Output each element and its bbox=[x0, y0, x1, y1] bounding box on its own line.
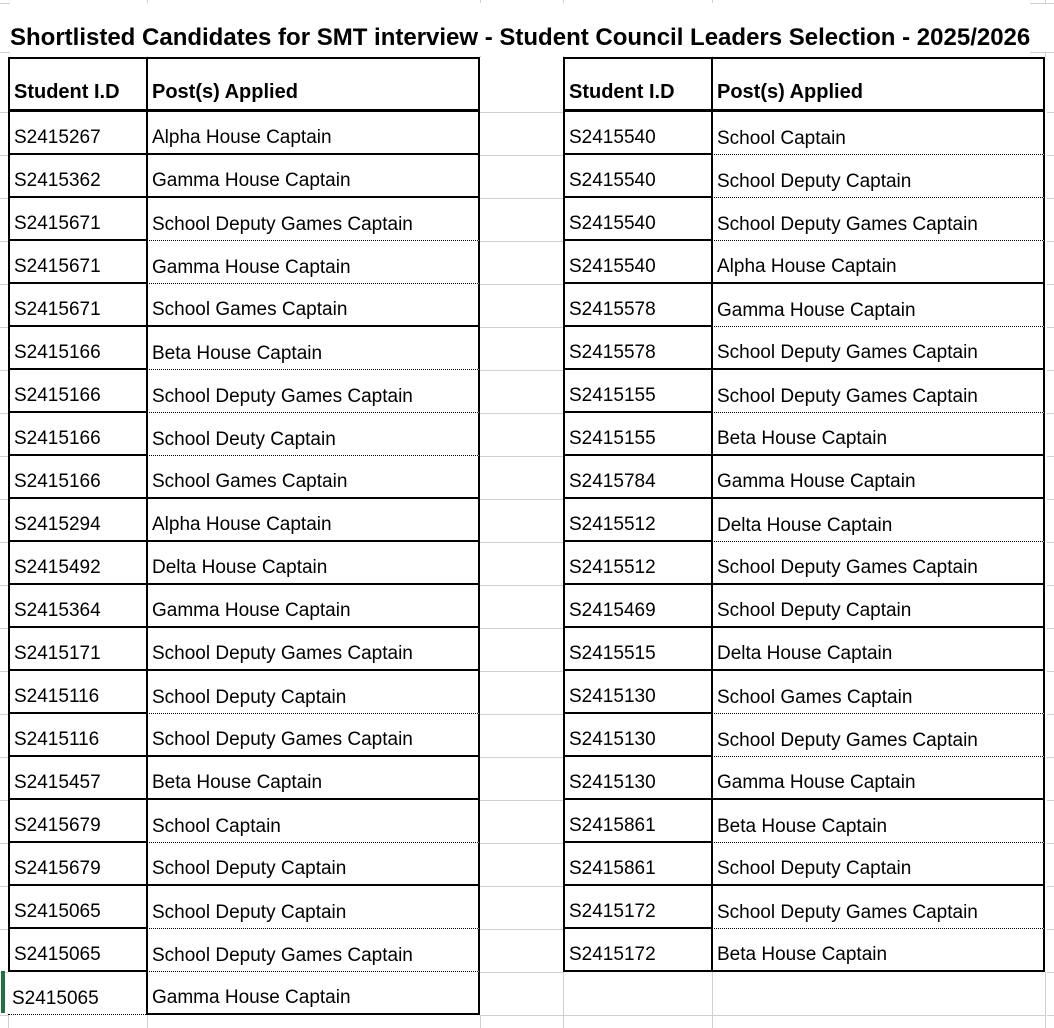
gridline bbox=[480, 714, 563, 715]
student-id-cell[interactable]: S2415512 bbox=[563, 499, 711, 542]
gridline bbox=[1047, 456, 1054, 457]
column-header-post[interactable]: Post(s) Applied bbox=[711, 59, 1045, 112]
gridline bbox=[480, 628, 563, 629]
post-cell[interactable]: Delta House Captain bbox=[146, 542, 480, 585]
table-row bbox=[563, 886, 1045, 929]
gridline bbox=[1047, 155, 1054, 156]
gridline bbox=[563, 1015, 1045, 1016]
post-cell[interactable]: Beta House Captain bbox=[146, 327, 480, 370]
post-cell[interactable]: School Deputy Games Captain bbox=[146, 628, 480, 671]
header-row bbox=[8, 57, 480, 112]
table-row bbox=[563, 155, 1045, 198]
student-id-cell[interactable]: S2415578 bbox=[563, 327, 711, 370]
gridline bbox=[480, 929, 563, 930]
post-cell[interactable]: Gamma House Captain bbox=[146, 155, 480, 198]
student-id-cell[interactable]: S2415671 bbox=[8, 241, 146, 284]
gridline bbox=[1047, 628, 1054, 629]
table-row bbox=[8, 155, 480, 198]
post-cell[interactable]: Beta House Captain bbox=[146, 757, 480, 800]
student-id-cell[interactable]: S2415540 bbox=[563, 112, 711, 155]
table-row bbox=[563, 671, 1045, 714]
post-cell[interactable]: School Deuty Captain bbox=[146, 413, 480, 456]
gridline bbox=[563, 972, 564, 1028]
post-cell[interactable]: School Deputy Captain bbox=[711, 843, 1045, 886]
gridline bbox=[0, 671, 8, 672]
student-id-cell[interactable]: S2415578 bbox=[563, 284, 711, 327]
gridline bbox=[1047, 714, 1054, 715]
post-cell[interactable]: School Games Captain bbox=[146, 456, 480, 499]
student-id-cell[interactable]: S2415065 bbox=[8, 972, 146, 1015]
student-id-cell[interactable]: S2415172 bbox=[563, 929, 711, 972]
post-cell[interactable]: Gamma House Captain bbox=[711, 284, 1045, 327]
gridline bbox=[480, 542, 563, 543]
gridline bbox=[1047, 499, 1054, 500]
table-row bbox=[563, 628, 1045, 671]
gridline bbox=[1045, 52, 1046, 57]
selection-indicator bbox=[1, 971, 5, 1013]
table-row bbox=[8, 972, 480, 1015]
post-cell[interactable]: Gamma House Captain bbox=[146, 585, 480, 628]
student-id-cell[interactable]: S2415671 bbox=[8, 284, 146, 327]
gridline bbox=[0, 929, 8, 930]
post-cell[interactable]: School Deputy Games Captain bbox=[146, 714, 480, 757]
gridline bbox=[1047, 886, 1054, 887]
gridline bbox=[1047, 413, 1054, 414]
gridline bbox=[0, 542, 8, 543]
post-cell[interactable]: School Deputy Games Captain bbox=[711, 714, 1045, 757]
student-id-cell[interactable]: S2415540 bbox=[563, 198, 711, 241]
gridline bbox=[480, 1015, 481, 1028]
student-id-cell[interactable]: S2415861 bbox=[563, 800, 711, 843]
gridline bbox=[480, 112, 563, 113]
student-id-cell[interactable]: S2415166 bbox=[8, 413, 146, 456]
table-row bbox=[563, 757, 1045, 800]
table-row bbox=[563, 112, 1045, 155]
table-row bbox=[563, 843, 1045, 886]
table-row bbox=[8, 112, 480, 155]
gridline bbox=[480, 671, 563, 672]
gridline bbox=[480, 499, 563, 500]
student-id-cell[interactable]: S2415515 bbox=[563, 628, 711, 671]
gridline bbox=[480, 198, 563, 199]
student-id-cell[interactable]: S2415172 bbox=[563, 886, 711, 929]
gridline bbox=[0, 327, 8, 328]
student-id-cell[interactable]: S2415166 bbox=[8, 370, 146, 413]
gridline bbox=[0, 843, 8, 844]
gridline bbox=[1047, 198, 1054, 199]
post-cell[interactable]: Beta House Captain bbox=[711, 800, 1045, 843]
gridline bbox=[0, 284, 8, 285]
table-row bbox=[8, 542, 480, 585]
post-cell[interactable]: Gamma House Captain bbox=[146, 241, 480, 284]
gridline bbox=[0, 456, 8, 457]
gridline bbox=[0, 886, 8, 887]
table-row bbox=[8, 671, 480, 714]
post-cell[interactable]: School Deputy Games Captain bbox=[146, 929, 480, 972]
student-id-cell[interactable]: S2415671 bbox=[8, 198, 146, 241]
gridline bbox=[1047, 671, 1054, 672]
table-row bbox=[8, 886, 480, 929]
gridline bbox=[480, 886, 563, 887]
student-id-cell[interactable]: S2415166 bbox=[8, 327, 146, 370]
gridline bbox=[0, 241, 8, 242]
post-cell[interactable]: Gamma House Captain bbox=[711, 757, 1045, 800]
gridline bbox=[1047, 757, 1054, 758]
table-row bbox=[563, 929, 1045, 972]
gridline bbox=[480, 843, 563, 844]
gridline bbox=[0, 198, 8, 199]
gridline bbox=[8, 1015, 9, 1028]
table-row bbox=[8, 585, 480, 628]
post-cell[interactable]: School Deputy Games Captain bbox=[711, 327, 1045, 370]
gridline bbox=[480, 241, 563, 242]
post-cell[interactable]: Gamma House Captain bbox=[146, 972, 480, 1015]
student-id-cell[interactable]: S2415861 bbox=[563, 843, 711, 886]
post-cell[interactable]: Beta House Captain bbox=[711, 929, 1045, 972]
gridline bbox=[712, 972, 713, 1028]
gridline bbox=[1047, 585, 1054, 586]
post-cell[interactable]: School Deputy Captain bbox=[146, 886, 480, 929]
gridline bbox=[0, 370, 8, 371]
post-cell[interactable]: Delta House Captain bbox=[711, 499, 1045, 542]
gridline bbox=[0, 800, 8, 801]
gridline bbox=[1047, 1015, 1054, 1016]
gridline bbox=[1045, 0, 1046, 3]
column-header-student-id[interactable]: Student I.D bbox=[8, 59, 146, 112]
gridline bbox=[1047, 929, 1054, 930]
gridline bbox=[1047, 843, 1054, 844]
table-row bbox=[563, 284, 1045, 327]
student-id-cell[interactable]: S2415294 bbox=[8, 499, 146, 542]
gridline bbox=[1047, 370, 1054, 371]
student-id-cell[interactable]: S2415512 bbox=[563, 542, 711, 585]
student-id-cell[interactable]: S2415540 bbox=[563, 155, 711, 198]
gridline bbox=[480, 327, 563, 328]
student-id-cell[interactable]: S2415540 bbox=[563, 241, 711, 284]
post-cell[interactable]: School Deputy Captain bbox=[146, 671, 480, 714]
column-header-post[interactable]: Post(s) Applied bbox=[146, 59, 480, 112]
table-row bbox=[8, 757, 480, 800]
student-id-cell[interactable]: S2415130 bbox=[563, 714, 711, 757]
post-cell[interactable]: School Deputy Games Captain bbox=[146, 370, 480, 413]
gridline bbox=[0, 714, 8, 715]
table-row bbox=[8, 499, 480, 542]
student-id-cell[interactable]: S2415065 bbox=[8, 886, 146, 929]
table-row bbox=[8, 929, 480, 972]
student-id-cell[interactable]: S2415116 bbox=[8, 671, 146, 714]
table-row bbox=[8, 198, 480, 241]
table-row bbox=[563, 241, 1045, 284]
post-cell[interactable]: School Deputy Captain bbox=[146, 843, 480, 886]
student-id-cell[interactable]: S2415130 bbox=[563, 757, 711, 800]
gridline bbox=[1047, 800, 1054, 801]
post-cell[interactable]: School Deputy Games Captain bbox=[146, 198, 480, 241]
gridline bbox=[480, 585, 563, 586]
gridline bbox=[1047, 972, 1054, 973]
student-id-cell[interactable]: S2415116 bbox=[8, 714, 146, 757]
table-row bbox=[8, 628, 480, 671]
student-id-cell[interactable]: S2415679 bbox=[8, 800, 146, 843]
gridline bbox=[480, 155, 563, 156]
gridline bbox=[0, 499, 8, 500]
gridline bbox=[1047, 112, 1054, 113]
gridline bbox=[0, 155, 8, 156]
gridline bbox=[0, 1015, 8, 1016]
gridline bbox=[147, 1015, 148, 1028]
gridline bbox=[480, 1015, 563, 1016]
student-id-cell[interactable]: S2415362 bbox=[8, 155, 146, 198]
gridline bbox=[1047, 284, 1054, 285]
student-id-cell[interactable]: S2415364 bbox=[8, 585, 146, 628]
table-row bbox=[8, 241, 480, 284]
table-rows bbox=[563, 112, 1045, 972]
gridline bbox=[1047, 542, 1054, 543]
table-row bbox=[8, 843, 480, 886]
post-cell[interactable]: Delta House Captain bbox=[711, 628, 1045, 671]
gridline bbox=[480, 370, 563, 371]
gridline bbox=[480, 757, 563, 758]
left-table bbox=[8, 57, 480, 1015]
table-row bbox=[8, 370, 480, 413]
post-cell[interactable]: School Deputy Games Captain bbox=[711, 886, 1045, 929]
gridline bbox=[1047, 327, 1054, 328]
table-row bbox=[8, 327, 480, 370]
post-cell[interactable]: School Captain bbox=[146, 800, 480, 843]
post-cell[interactable]: School Games Captain bbox=[711, 671, 1045, 714]
table-row bbox=[8, 456, 480, 499]
post-cell[interactable]: Alpha House Captain bbox=[711, 241, 1045, 284]
gridline bbox=[1047, 241, 1054, 242]
post-cell[interactable]: School Games Captain bbox=[146, 284, 480, 327]
table-row bbox=[563, 327, 1045, 370]
post-cell[interactable]: School Deputy Games Captain bbox=[711, 198, 1045, 241]
student-id-cell[interactable]: S2415130 bbox=[563, 671, 711, 714]
table-row bbox=[563, 542, 1045, 585]
table-row bbox=[563, 198, 1045, 241]
student-id-cell[interactable]: S2415065 bbox=[8, 929, 146, 972]
table-row bbox=[8, 284, 480, 327]
table-row bbox=[563, 585, 1045, 628]
post-cell[interactable]: Alpha House Captain bbox=[146, 112, 480, 155]
post-cell[interactable]: School Deputy Games Captain bbox=[711, 370, 1045, 413]
table-row bbox=[563, 714, 1045, 757]
gridline bbox=[480, 413, 563, 414]
student-id-cell[interactable]: S2415166 bbox=[8, 456, 146, 499]
post-cell[interactable]: School Captain bbox=[711, 112, 1045, 155]
post-cell[interactable]: School Deputy Captain bbox=[711, 585, 1045, 628]
student-id-cell[interactable]: S2415171 bbox=[8, 628, 146, 671]
gridline bbox=[0, 628, 8, 629]
table-rows bbox=[8, 112, 480, 1015]
column-header-student-id[interactable]: Student I.D bbox=[563, 59, 711, 112]
gridline bbox=[0, 585, 8, 586]
table-row bbox=[8, 800, 480, 843]
student-id-cell[interactable]: S2415155 bbox=[563, 370, 711, 413]
post-cell[interactable]: School Deputy Games Captain bbox=[711, 542, 1045, 585]
table-row bbox=[563, 499, 1045, 542]
right-table bbox=[563, 57, 1045, 972]
student-id-cell[interactable]: S2415492 bbox=[8, 542, 146, 585]
post-cell[interactable]: Beta House Captain bbox=[711, 413, 1045, 456]
gridline bbox=[0, 413, 8, 414]
gridline bbox=[0, 757, 8, 758]
student-id-cell[interactable]: S2415469 bbox=[563, 585, 711, 628]
table-row bbox=[8, 714, 480, 757]
post-cell[interactable]: School Deputy Captain bbox=[711, 155, 1045, 198]
student-id-cell[interactable]: S2415155 bbox=[563, 413, 711, 456]
gridline bbox=[480, 456, 563, 457]
table-row bbox=[563, 456, 1045, 499]
student-id-cell[interactable]: S2415679 bbox=[8, 843, 146, 886]
gridline bbox=[1045, 972, 1046, 1028]
table-row bbox=[563, 413, 1045, 456]
title-cell[interactable]: Shortlisted Candidates for SMT interview - Student Council Leaders Selection - 2025/2026 bbox=[10, 3, 1030, 56]
gridline bbox=[480, 284, 563, 285]
header-row bbox=[563, 57, 1045, 112]
student-id-cell[interactable]: S2415267 bbox=[8, 112, 146, 155]
student-id-cell[interactable]: S2415784 bbox=[563, 456, 711, 499]
post-cell[interactable]: Alpha House Captain bbox=[146, 499, 480, 542]
table-row bbox=[8, 413, 480, 456]
student-id-cell[interactable]: S2415457 bbox=[8, 757, 146, 800]
gridline bbox=[0, 112, 8, 113]
table-row bbox=[563, 800, 1045, 843]
gridline bbox=[480, 972, 563, 973]
table-row bbox=[563, 370, 1045, 413]
gridline bbox=[480, 800, 563, 801]
post-cell[interactable]: Gamma House Captain bbox=[711, 456, 1045, 499]
